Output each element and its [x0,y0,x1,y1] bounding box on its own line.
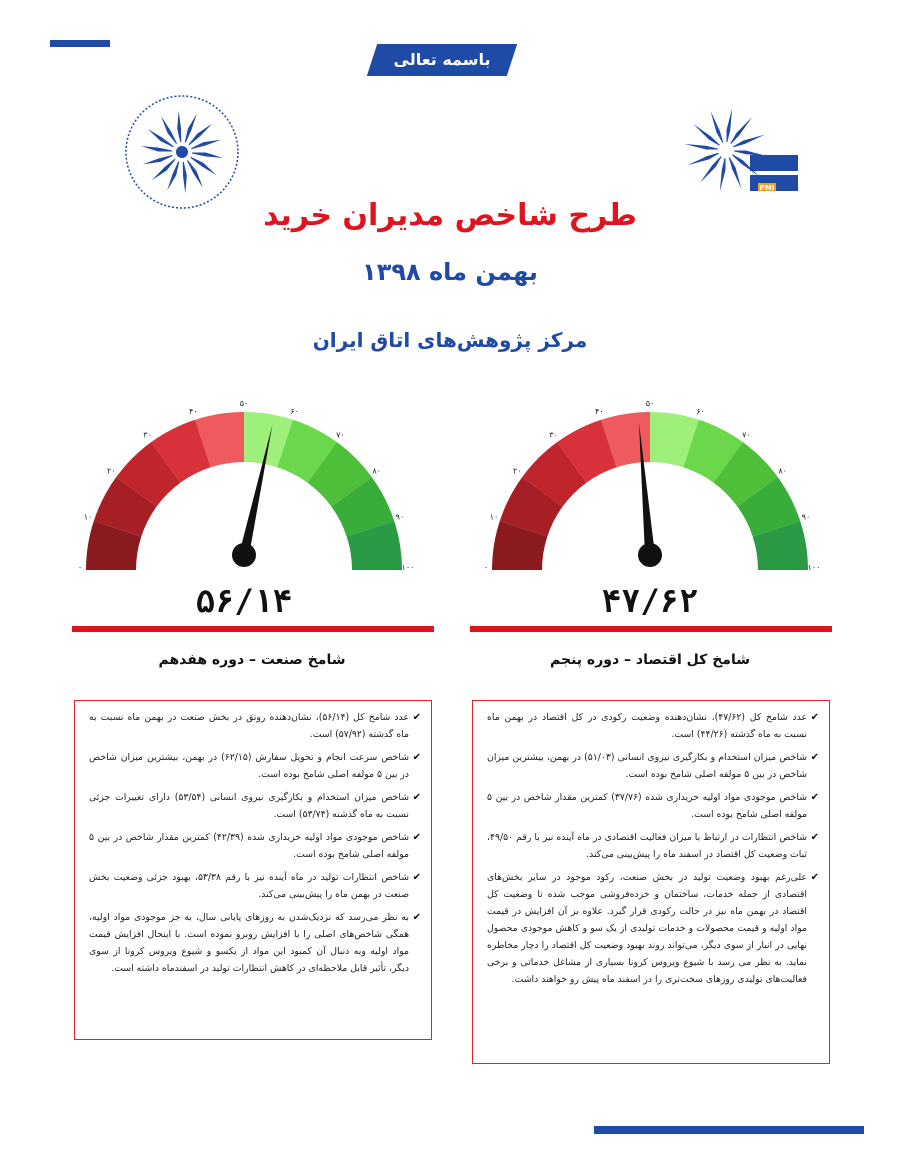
economy-notes-box [472,700,830,1064]
note-item [89,829,421,863]
header-tag-text: باسمه تعالی [393,50,491,69]
gauge-tick-label: ۹۰ [801,512,811,522]
page-title: طرح شاخص مدیران خرید [263,198,637,233]
gauge-economy [483,395,821,575]
checkmark-icon: ✔ [810,792,819,803]
pmi-logo-text: PMI [759,184,775,192]
industry-index-label: شامخ صنعت – دوره هفدهم [158,652,346,668]
note-text: شاخص موجودی مواد اولیه خریداری شده (۴۲/۳۹) کمترین مقدار شاخص در بین ۵ مولفه اصلی شامخ بوده است. [89,832,409,860]
gauge-tick-label: ۸۰ [778,466,787,476]
gauge-tick-label: ۱۰ [83,512,93,522]
gauge-tick-label: ۹۰ [395,512,405,522]
gauge-tick-label: ۳۰ [549,430,558,440]
checkmark-icon: ✔ [810,832,819,843]
page-subtitle: بهمن ماه ۱۳۹۸ [362,258,538,286]
gauge-tick-label: ۱۰۰ [807,563,821,572]
economy-index-label: شامخ کل اقتصاد – دوره پنجم [550,652,750,668]
checkmark-icon: ✔ [810,872,819,883]
gauge-tick-label: ۰ [77,563,83,572]
gauge-tick-label: ۲۰ [107,466,116,476]
gauge-tick-label: ۸۰ [372,466,381,476]
gauge-tick-label: ۱۰۰ [401,563,415,572]
note-item [89,869,421,903]
note-item [487,869,819,988]
gauge-economy-value: ۴۷/۶۲ [601,582,699,620]
note-item [89,909,421,977]
gauge-tick-label: ۵۰ [239,399,249,408]
checkmark-icon: ✔ [810,712,819,723]
note-item [487,789,819,823]
gauge-tick-label: ۲۰ [513,466,522,476]
note-text: علی‌رغم بهبود وضعیت تولید در بخش صنعت، رکود موجود در سایر بخش‌های اقتصادی از جمله خدمات، ساختمان و خرده‌فروشی موجب شده تا وضعیت کل اقتصاد در بهمن ماه نیز در حالت رکودی قرار گیرد. علاوه بر آن افزایش در قیمت مواد اولیه و قیمت محصولات و خدمات تولیدی از یک سو و کاهش موجودی محصول نهایی در انبار از سوی دیگر، می‌تواند روند بهبود وضعیت کل اقتصاد را دچار مخاطره نماید. به نظر می رسد با شیوع ویروس کرونا بسیاری از مشاغل خدماتی و برخی فعالیت‌های تولیدی روزهای سخت‌تری را در اسفند ماه پیش رو خواهند داشت. [487,872,807,985]
bottom-accent-line [594,1126,864,1134]
center-name: مرکز پژوهش‌های اتاق ایران [312,328,588,352]
gauge-tick-label: ۷۰ [742,430,751,440]
gauge-tick-label: ۱۰ [489,512,499,522]
note-item [487,829,819,863]
note-item [89,789,421,823]
checkmark-icon: ✔ [412,712,421,723]
gauge-tick-label: ۰ [483,563,489,572]
checkmark-icon: ✔ [810,752,819,763]
gauge-tick-label: ۶۰ [290,407,299,417]
top-accent-line [50,40,110,47]
gauge-svg [483,395,821,575]
note-text: شاخص انتظارات در ارتباط با میزان فعالیت اقتصادی در ماه آینده نیز با رقم ۴۹/۵۰، ثبات وضعیت کل اقتصاد در اسفند ماه را پیش‌بینی می‌کند. [487,832,807,860]
checkmark-icon: ✔ [412,792,421,803]
gauge-tick-label: ۳۰ [143,430,152,440]
note-text: شاخص میزان استخدام و بکارگیری نیروی انسانی (۵۳/۵۴) دارای تغییرات جزئی نسبت به ماه گذشته (۵۳/۷۴) است. [89,792,410,820]
gauge-tick-label: ۷۰ [336,430,345,440]
header-tag [367,44,517,76]
note-text: به نظر می‌رسد که نزدیک‌شدن به روزهای پایانی سال، به جز موجودی مواد اولیه، همگی شاخص‌های اصلی را با افزایش روبرو نموده است. با اینحال افزایش قیمت مواد اولیه وبه دنبال آن کمبود این مواد از یکسو و شیوع ویروس کرونا از سوی دیگر، تأثیر قابل ملاحظه‌ای در کاهش انتظارات تولید در اسفندماه داشته است. [89,912,409,974]
gauge-tick-label: ۶۰ [696,407,705,417]
gauge-tick-label: ۵۰ [645,399,655,408]
gauge-hub [232,543,256,567]
gauge-tick-label: ۴۰ [189,407,198,417]
note-item [89,749,421,783]
divider-right [470,626,832,632]
divider-left [72,626,434,632]
checkmark-icon: ✔ [412,832,421,843]
gauge-svg [77,395,415,575]
checkmark-icon: ✔ [412,872,421,883]
gauge-industry [77,395,415,575]
note-text: شاخص سرعت انجام و تحویل سفارش (۶۲/۱۵) در بهمن، بیشترین میزان شاخص در بین ۵ مولفه اصلی شامخ بوده است. [89,752,409,780]
note-text: شاخص انتظارات تولید در ماه آینده نیز با رقم ۵۳/۳۸، بهبود جزئی وضعیت بخش صنعت در بهمن ماه را پیش‌بینی می‌کند. [89,872,409,900]
note-text: عدد شامخ کل (۵۶/۱۴)، نشان‌دهنده رونق در بخش صنعت در بهمن ماه نسبت به ماه گذشته (۵۷/۹۲) است. [89,712,409,740]
gauge-tick-label: ۴۰ [595,407,604,417]
note-text: شاخص موجودی مواد اولیه خریداری شده (۳۷/۷۶) کمترین مقدار شاخص در بین ۵ مولفه اصلی شامخ بوده است. [487,792,807,820]
note-item [487,749,819,783]
industry-notes-box [74,700,432,1040]
checkmark-icon: ✔ [412,912,421,923]
note-text: شاخص میزان استخدام و بکارگیری نیروی انسانی (۵۱/۰۳) در بهمن، بیشترین میزان شاخص در بین ۵ مولفه اصلی شامخ بوده است. [487,752,808,780]
note-text: عدد شامخ کل (۴۷/۶۲)، نشان‌دهنده وضعیت رکودی در کل اقتصاد در بهمن ماه نسبت به ماه گذشته (۴۴/۲۶) است. [487,712,807,740]
checkmark-icon: ✔ [412,752,421,763]
note-item [487,709,819,743]
gauge-hub [638,543,662,567]
gauge-industry-value: ۵۶/۱۴ [195,582,293,620]
note-item [89,709,421,743]
